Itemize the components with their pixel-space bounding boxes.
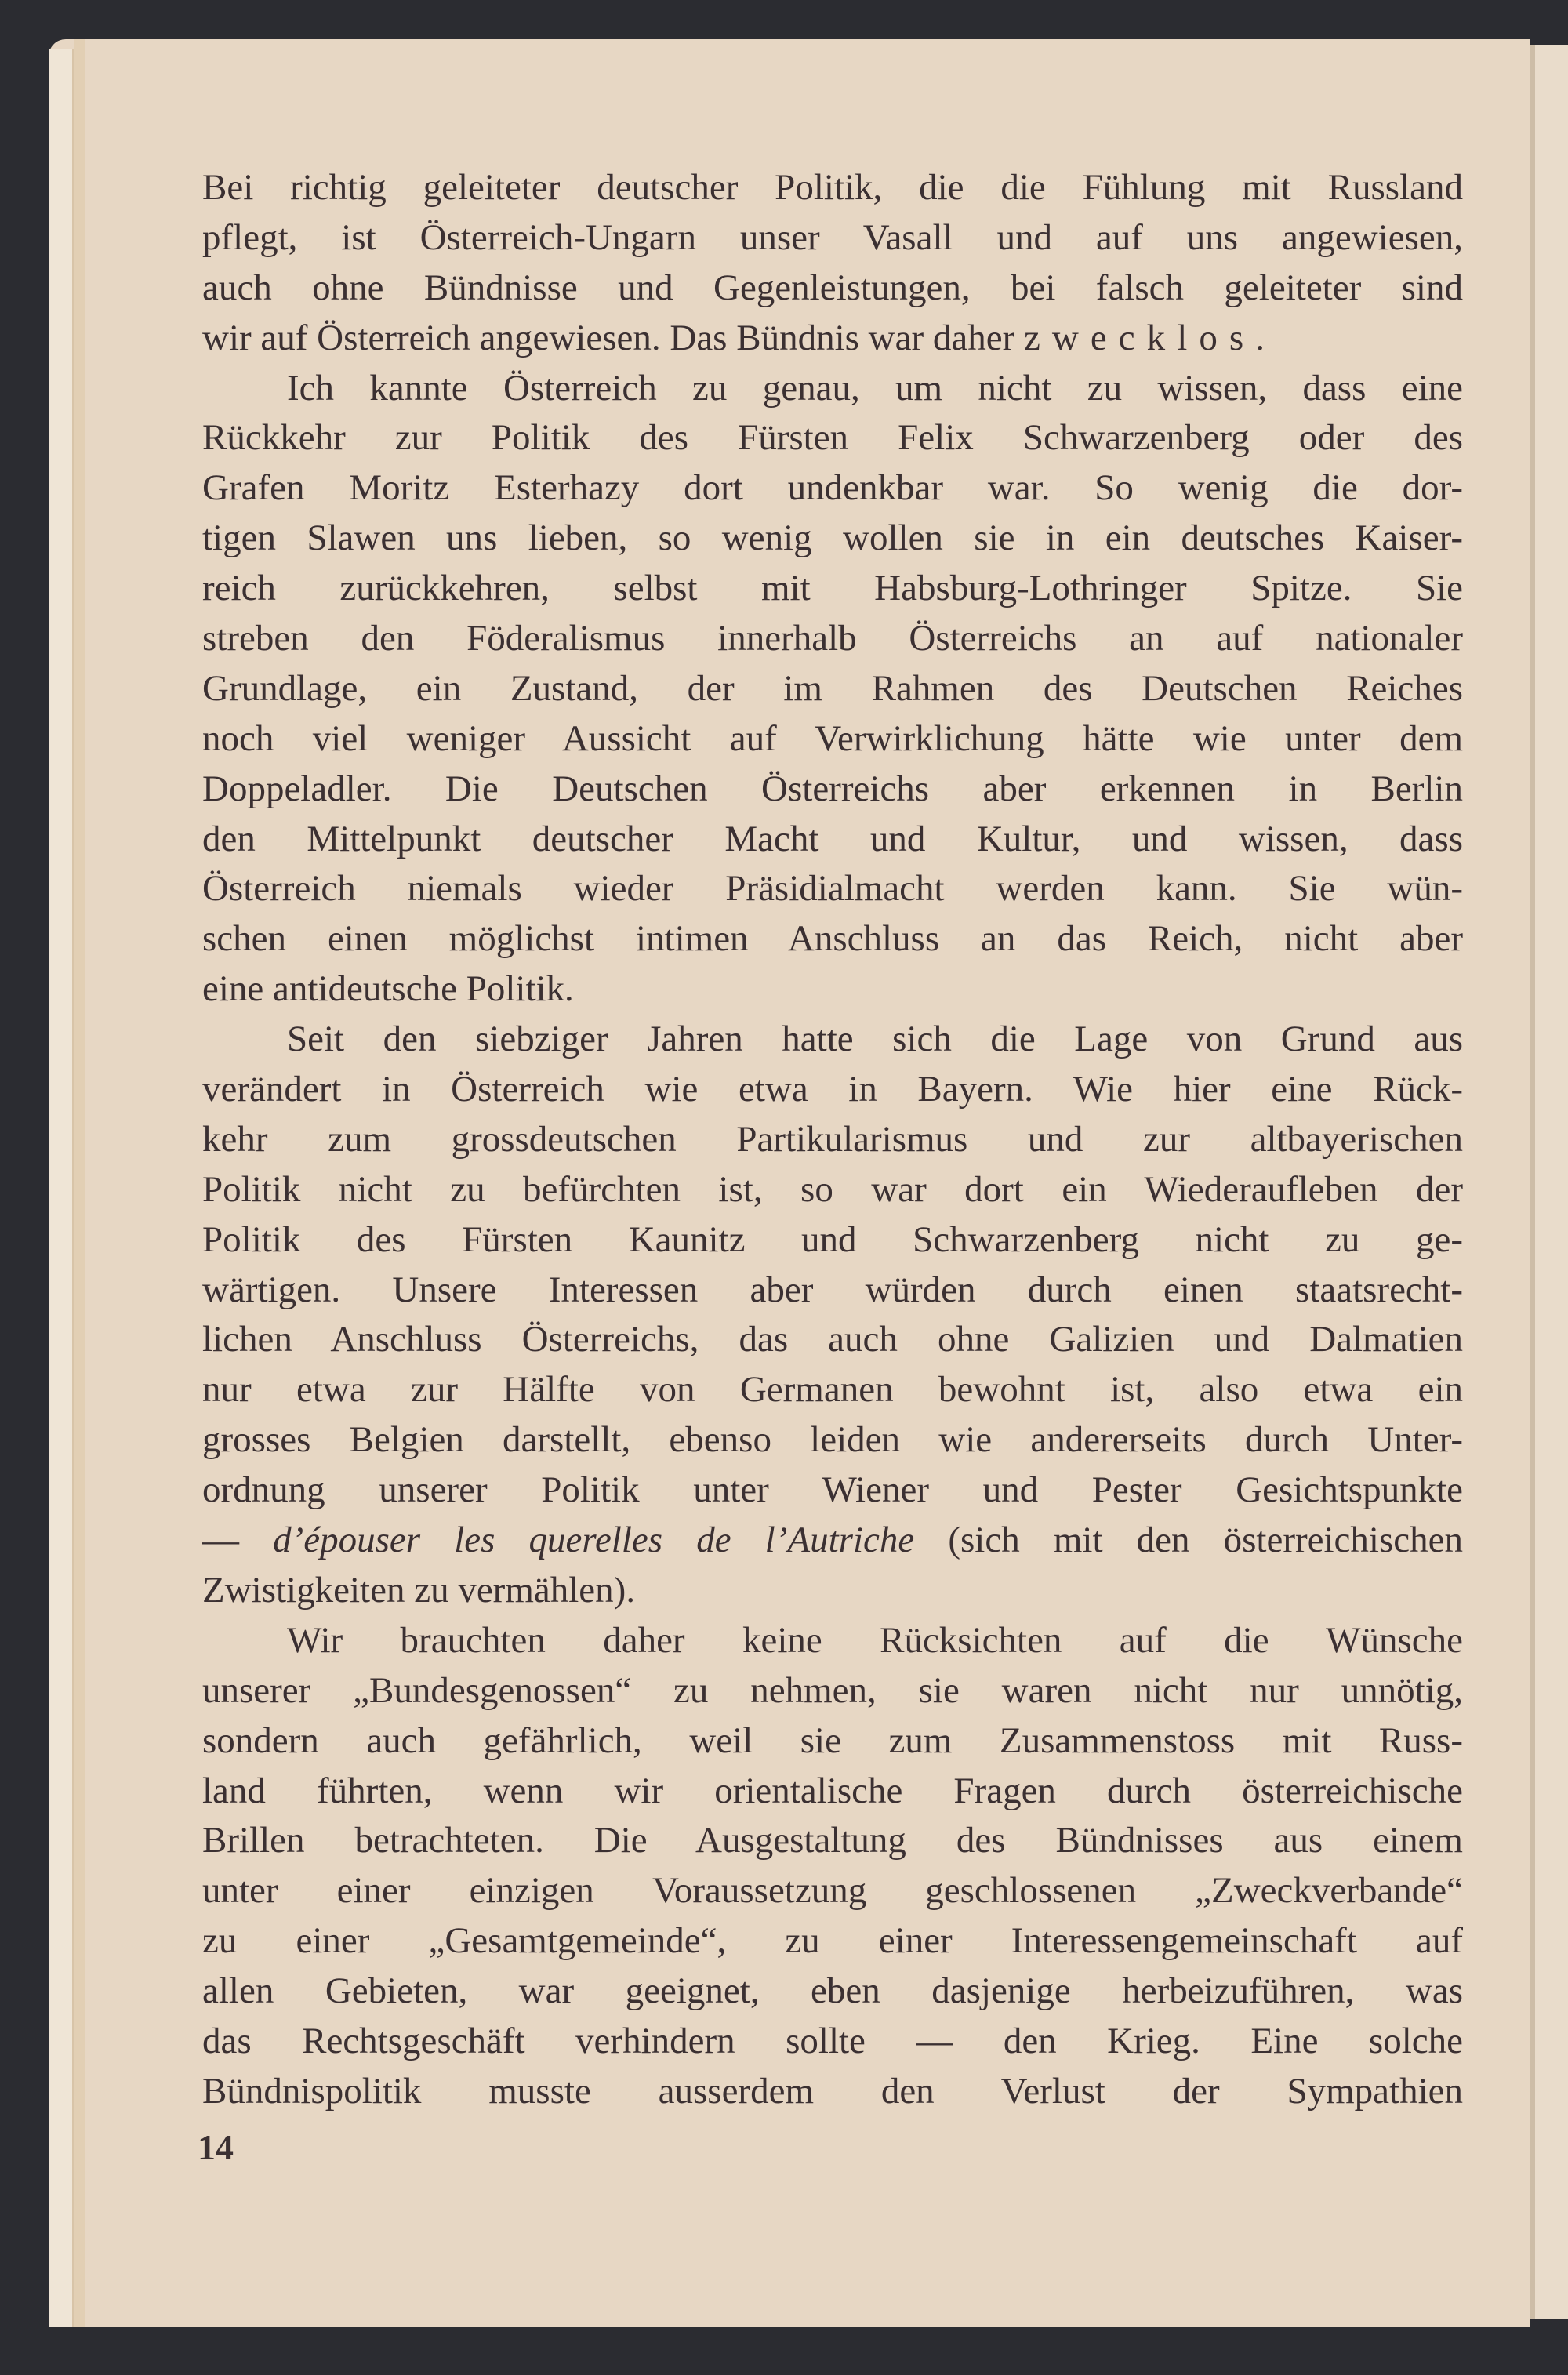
text-segment: verändert in Österreich wie etwa in Bayern. Wie hier eine Rück- [202,1069,1463,1110]
text-line [202,1465,1463,1516]
text-line [202,1516,1463,1566]
text-segment: Österreich niemals wieder Präsidialmacht werden kann. Sie wün- [202,868,1463,910]
text-segment: allen Gebieten, war geeignet, eben dasjenige herbeizuführen, was [202,1970,1463,2012]
text-line [202,1415,1463,1465]
text-line [202,364,1463,414]
text-segment: Rückkehr zur Politik des Fürsten Felix Schwarzenberg oder des [202,417,1463,459]
text-line [202,1115,1463,1165]
text-segment: Grundlage, ein Zustand, der im Rahmen des Deutschen Reiches [202,667,1463,709]
text-line [202,1315,1463,1365]
text-segment: unter einer einzigen Voraussetzung geschlossenen „Zweckverbande“ [202,1870,1463,1912]
text-line [202,163,1463,213]
text-line [202,1916,1463,1966]
text-segment: . [1255,317,1265,358]
text-line [202,1716,1463,1767]
text-segment: Seit den siebziger Jahren hatte sich die Lage von Grund aus [287,1019,1463,1060]
text-line [202,213,1463,263]
text-segment: Doppeladler. Die Deutschen Österreichs aber erkennen in Berlin [202,768,1463,809]
text-segment: Zwistigkeiten zu vermählen). [202,1569,636,1611]
adjacent-page-edge [1530,45,1568,2319]
text-line [202,1666,1463,1716]
text-segment: sondern auch gefährlich, weil sie zum Zusammenstoss mit Russ- [202,1720,1463,1761]
text-line [202,2067,1463,2117]
text-segment: nur etwa zur Hälfte von Germanen bewohnt ist, also etwa ein [202,1369,1463,1411]
text-line [202,815,1463,865]
text-segment: streben den Föderalismus innerhalb Österreichs an auf nationaler [202,618,1463,659]
text-line [202,1365,1463,1415]
text-line [202,714,1463,764]
text-segment: — [202,1520,274,1561]
text-line [202,564,1463,614]
text-line [202,614,1463,664]
text-segment: wärtigen. Unsere Interessen aber würden durch einen staatsrecht- [202,1269,1463,1310]
text-line [202,914,1463,964]
page-edge [49,49,74,2327]
text-line [202,1616,1463,1666]
text-segment: Brillen betrachteten. Die Ausgestaltung des Bündnisses aus einem [202,1820,1463,1861]
text-line [202,764,1463,815]
text-line [202,463,1463,514]
text-segment: ordnung unserer Politik unter Wiener und Pester Gesichtspunkte [202,1469,1463,1511]
text-line [202,314,1463,364]
text-segment: Bei richtig geleiteter deutscher Politik, die die Fühlung mit Russland [202,167,1463,208]
text-line [202,1767,1463,1817]
text-line [202,1065,1463,1115]
text-segment: Grafen Moritz Esterhazy dort undenkbar war. So wenig die dor- [202,467,1463,509]
text-segment: reich zurückkehren, selbst mit Habsburg-Lothringer Spitze. Sie [202,568,1463,609]
text-segment: unserer „Bundesgenossen“ zu nehmen, sie waren nicht nur unnötig, [202,1669,1463,1711]
text-segment: den Mittelpunkt deutscher Macht und Kultur, und wissen, dass [202,818,1463,859]
text-segment: auch ohne Bündnisse und Gegenleistungen, bei falsch geleiteter sind [202,267,1463,308]
text-segment: Bündnispolitik musste ausserdem den Verlust der Sympathien [202,2070,1463,2112]
text-segment: eine antideutsche Politik. [202,968,574,1010]
text-segment: noch viel weniger Aussicht auf Verwirklichung hätte wie unter dem [202,717,1463,759]
text-segment: pflegt, ist Österreich-Ungarn unser Vasall und auf uns angewiesen, [202,216,1463,258]
text-line [202,514,1463,564]
text-line [202,964,1463,1015]
text-segment: land führten, wenn wir orientalische Fragen durch österreichische [202,1770,1463,1811]
italic-phrase: d’épouser les querelles de l’Autriche [273,1520,915,1561]
text-segment: Ich kannte Österreich zu genau, um nicht zu wissen, dass eine [287,367,1463,409]
text-line [202,2017,1463,2067]
text-line [202,1866,1463,1916]
text-line [202,1015,1463,1065]
text-line [202,1816,1463,1866]
emphasized-word: zwecklos [1024,317,1256,358]
text-segment: grosses Belgien darstellt, ebenso leiden wie andererseits durch Unter- [202,1419,1463,1461]
text-line [202,1215,1463,1266]
text-segment: (sich mit den österreichischen [914,1520,1463,1561]
text-segment: Wir brauchten daher keine Rücksichten auf die Wünsche [287,1619,1463,1661]
text-segment: schen einen möglichst intimen Anschluss an das Reich, nicht aber [202,918,1463,960]
page-number: 14 [198,2127,234,2167]
text-segment: tigen Slawen uns lieben, so wenig wollen sie in ein deutsches Kaiser- [202,517,1463,559]
text-segment: zu einer „Gesamtgemeinde“, zu einer Interessengemeinschaft auf [202,1920,1463,1962]
text-line [202,263,1463,314]
text-line [202,864,1463,914]
body-text [202,163,1463,2117]
text-segment: das Rechtsgeschäft verhindern sollte — den Krieg. Eine solche [202,2020,1463,2061]
text-line [202,1566,1463,1616]
page-edge-stack [74,39,85,2327]
text-segment: kehr zum grossdeutschen Partikularismus und zur altbayerischen [202,1118,1463,1160]
text-segment: wir auf Österreich angewiesen. Das Bündnis war daher [202,317,1024,358]
text-line [202,1966,1463,2017]
text-line [202,413,1463,463]
text-line [202,1266,1463,1316]
text-line [202,664,1463,714]
text-segment: Politik des Fürsten Kaunitz und Schwarzenberg nicht zu ge- [202,1218,1463,1260]
text-segment: Politik nicht zu befürchten ist, so war dort ein Wiederaufleben der [202,1168,1463,1210]
text-line [202,1165,1463,1215]
text-segment: lichen Anschluss Österreichs, das auch ohne Galizien und Dalmatien [202,1319,1463,1360]
